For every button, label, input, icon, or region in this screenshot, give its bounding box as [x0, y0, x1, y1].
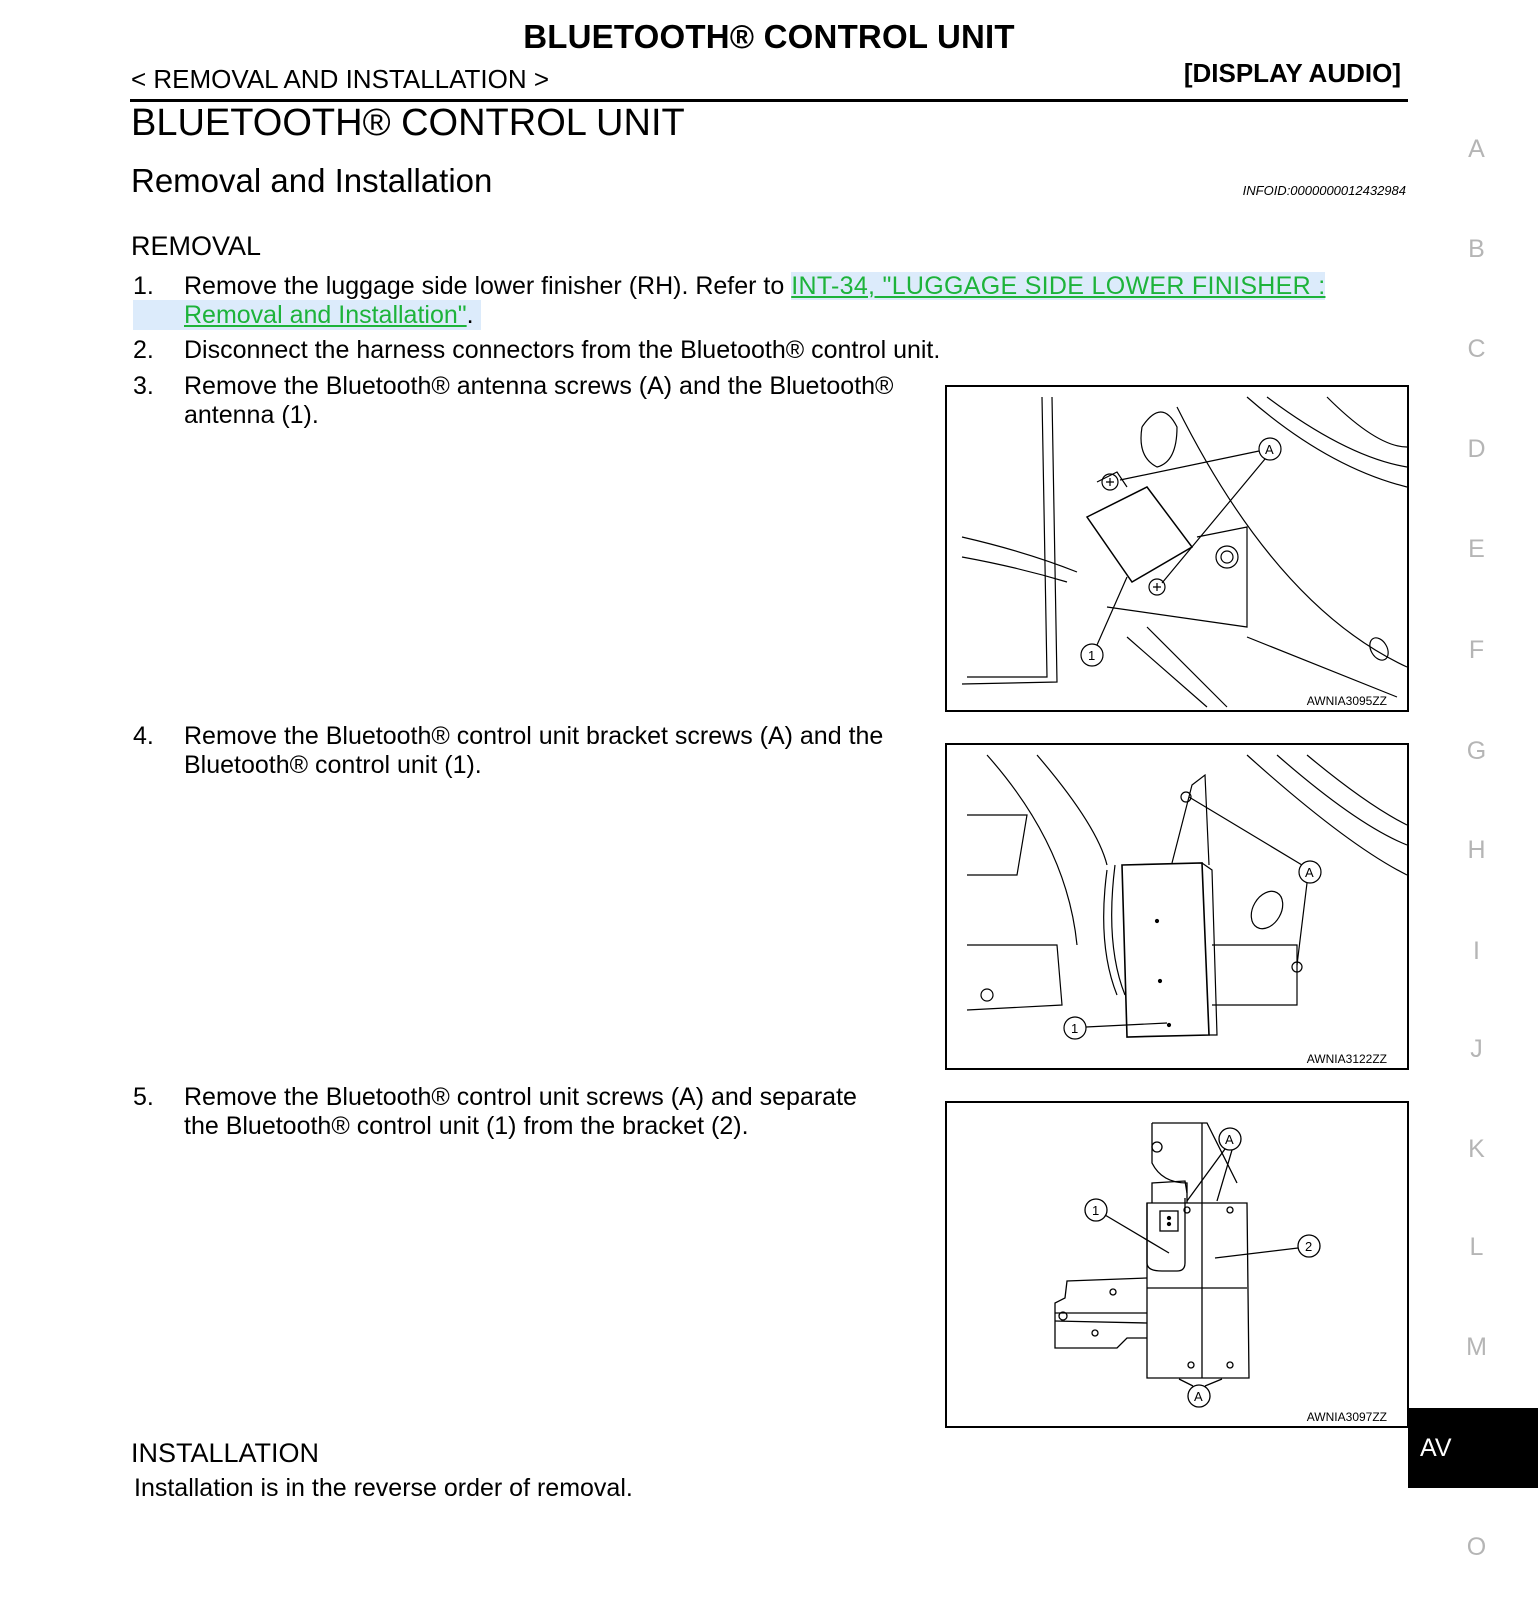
- control-unit-separation-illustration: [947, 1103, 1407, 1426]
- figure-antenna: [945, 385, 1409, 712]
- callout-A-label: A: [1305, 865, 1314, 880]
- step-text-line1: Remove the Bluetooth® control unit bracket screws (A) and the: [184, 722, 884, 750]
- side-tab-a[interactable]: A: [1468, 135, 1485, 163]
- breadcrumb: < REMOVAL AND INSTALLATION >: [131, 64, 550, 94]
- callout-A-label: A: [1225, 1132, 1234, 1147]
- callout-2-label: 2: [1305, 1239, 1313, 1254]
- link-text-line2[interactable]: Removal and Installation": [184, 301, 467, 329]
- step-text-line1: Remove the Bluetooth® antenna screws (A) and the Bluetooth®: [184, 372, 894, 400]
- step-text-line2: Bluetooth® control unit (1).: [184, 751, 482, 779]
- side-tab-g[interactable]: G: [1466, 737, 1487, 765]
- side-tab-d[interactable]: D: [1467, 435, 1486, 463]
- step-4: [133, 722, 933, 782]
- callout-A-label: A: [1265, 442, 1274, 457]
- side-tab-c[interactable]: C: [1467, 335, 1486, 363]
- side-tab-o[interactable]: O: [1466, 1533, 1487, 1561]
- step-text-line2: antenna (1).: [184, 401, 319, 429]
- step-text: Remove the luggage side lower finisher (RH). Refer to: [184, 272, 792, 300]
- step-number: 3.: [133, 372, 154, 400]
- reference-link-int-34-cont[interactable]: [184, 301, 467, 329]
- side-tab-l[interactable]: L: [1469, 1233, 1484, 1261]
- step-text-line2: the Bluetooth® control unit (1) from the bracket (2).: [184, 1112, 749, 1140]
- callout-1-label: 1: [1092, 1203, 1100, 1218]
- side-tab-index: [1415, 0, 1538, 1600]
- step-number: 5.: [133, 1083, 154, 1111]
- antenna-illustration: [947, 387, 1407, 710]
- step-text-line1: Remove the Bluetooth® control unit screws (A) and separate: [184, 1083, 857, 1111]
- info-id: INFOID:0000000012432984: [1242, 183, 1406, 198]
- callout-A-bottom-label: A: [1194, 1389, 1203, 1404]
- control-unit-bracket-illustration: [947, 745, 1407, 1068]
- side-tab-av[interactable]: AV: [1408, 1408, 1538, 1488]
- section-heading: BLUETOOTH® CONTROL UNIT: [131, 102, 685, 144]
- step-3: [133, 372, 933, 432]
- section-subheading: Removal and Installation: [131, 162, 493, 199]
- callout-1-label: 1: [1071, 1021, 1079, 1036]
- side-tab-f[interactable]: F: [1468, 636, 1485, 664]
- figure-control-unit-bracket: [945, 743, 1409, 1070]
- side-tab-e[interactable]: E: [1468, 535, 1485, 563]
- step-1: [133, 272, 1408, 332]
- installation-heading: INSTALLATION: [131, 1438, 320, 1468]
- figure-code: AWNIA3122ZZ: [1306, 1052, 1387, 1066]
- figure-control-unit-separation: [945, 1101, 1409, 1428]
- link-text-line1[interactable]: INT-34, "LUGGAGE SIDE LOWER FINISHER :: [791, 272, 1326, 300]
- page-title: BLUETOOTH® CONTROL UNIT: [523, 18, 1015, 55]
- side-tab-i[interactable]: I: [1473, 937, 1480, 965]
- side-tab-b[interactable]: B: [1468, 235, 1485, 263]
- removal-heading: REMOVAL: [131, 231, 262, 261]
- side-tab-k[interactable]: K: [1468, 1135, 1485, 1163]
- installation-text: Installation is in the reverse order of removal.: [134, 1474, 633, 1502]
- figure-code: AWNIA3097ZZ: [1306, 1410, 1387, 1424]
- reference-link-int-34[interactable]: [791, 272, 1325, 300]
- step-text-end: .: [466, 301, 474, 329]
- step-number: 2.: [133, 336, 154, 364]
- side-tab-j[interactable]: J: [1470, 1035, 1483, 1063]
- step-text: Disconnect the harness connectors from the Bluetooth® control unit.: [184, 336, 941, 364]
- figure-code: AWNIA3095ZZ: [1306, 694, 1387, 708]
- step-number: 1.: [133, 272, 154, 300]
- side-tab-m[interactable]: M: [1466, 1333, 1487, 1361]
- step-number: 4.: [133, 722, 154, 750]
- section-tag: [DISPLAY AUDIO]: [1183, 58, 1401, 88]
- callout-1-label: 1: [1088, 648, 1096, 663]
- step-2: [133, 336, 1408, 366]
- side-tab-h[interactable]: H: [1467, 836, 1486, 864]
- step-5: [133, 1083, 933, 1143]
